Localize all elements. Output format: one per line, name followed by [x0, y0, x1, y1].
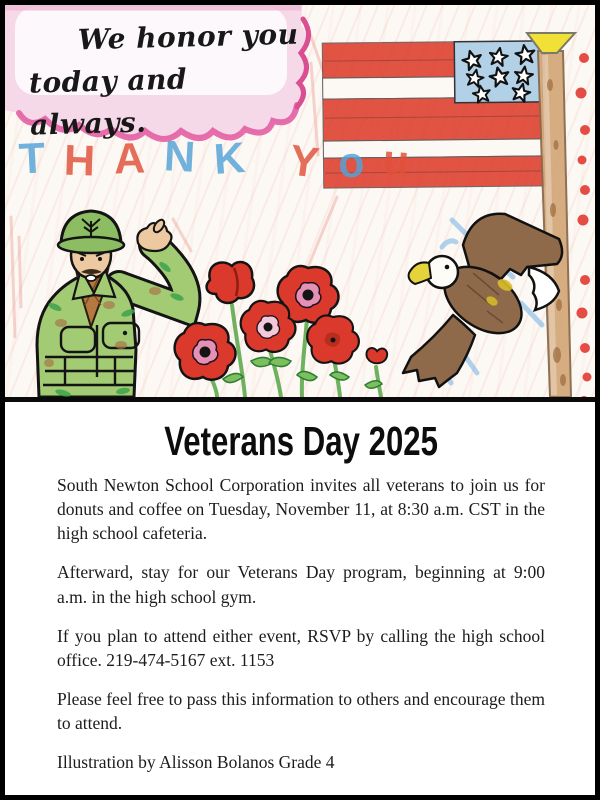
flyer-paragraph: Afterward, stay for our Veterans Day program, beginning at 9:00 a.m. in the high school gym.: [57, 562, 545, 607]
poppy-flower: [307, 315, 359, 363]
illustration-credit: Illustration by Alisson Bolanos Grade 4: [57, 752, 335, 773]
eagle-lower-wing: [403, 315, 475, 387]
thank-you-letter: N: [163, 132, 197, 182]
poppy-flower: [175, 323, 236, 380]
banner-text: [25, 13, 308, 146]
thank-you-letter: K: [212, 133, 247, 185]
thank-you-letter: Y: [286, 136, 322, 188]
thank-you-letter: A: [113, 134, 147, 184]
thank-you-letter: o: [336, 138, 366, 188]
red-dots-border: [576, 53, 592, 397]
flyer-paragraph: Please feel free to pass this information to others and encourage them to attend.: [57, 688, 545, 734]
drawing-section: [5, 5, 595, 402]
info-section: [5, 402, 595, 774]
thank-you-letter: H: [63, 136, 97, 186]
soldier-cap-brim: [58, 237, 124, 253]
poppy-flower: [241, 301, 296, 352]
thank-you-letter: u: [381, 136, 411, 186]
poppy-flower: [207, 262, 254, 303]
poppy-field: [175, 262, 388, 397]
eagle-illustration: [403, 214, 562, 387]
thank-you-letter: T: [17, 134, 47, 184]
flyer-title-text: Veterans Day 2025: [164, 418, 438, 464]
flyer-paragraph: South Newton School Corporation invites all veterans to join us for donuts and coffee on Tuesday, November 11, at 8:30 a.m. CST in the high school cafeteria.: [57, 475, 545, 544]
eagle-eye: [445, 265, 450, 270]
banner-line-1: We honor you: [77, 17, 299, 57]
banner-line-2: today and always.: [28, 62, 188, 142]
thank-you-text: [17, 132, 416, 188]
poppy-bud: [366, 348, 387, 363]
flyer-paragraph: If you plan to attend either event, RSVP by calling the high school office. 219-474-5167 ext. 1153: [57, 625, 545, 670]
soldier-illustration: [37, 211, 186, 397]
flyer-title: [57, 418, 545, 465]
